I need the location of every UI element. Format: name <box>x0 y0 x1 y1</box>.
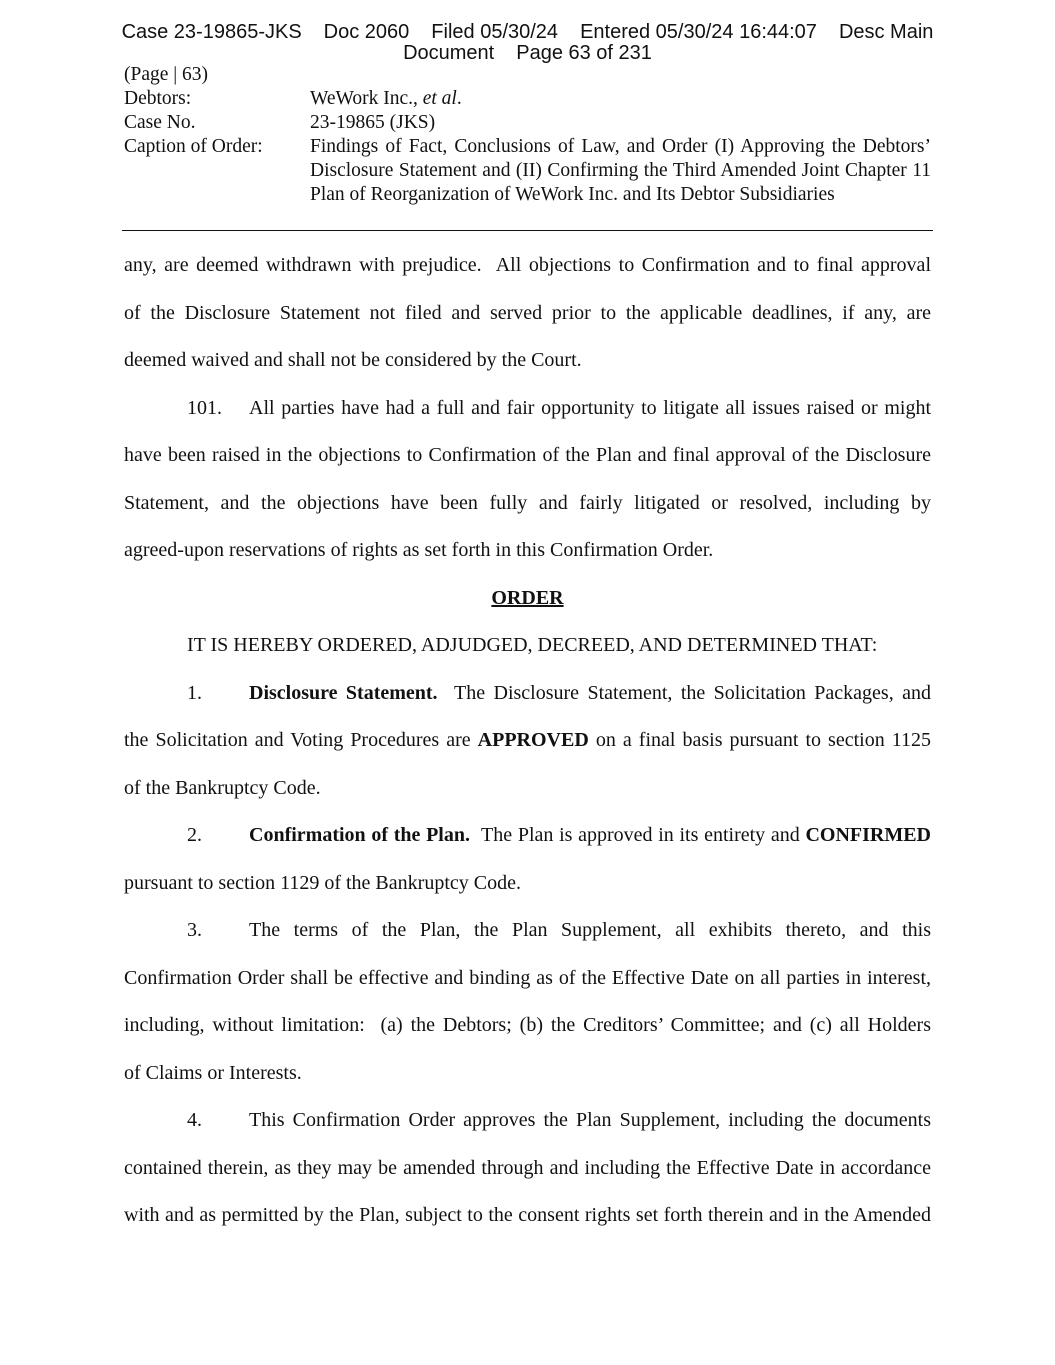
body-line <box>124 775 931 823</box>
text-run: The terms of the Plan, the Plan Supplement, all exhibits thereto, and this <box>249 919 931 941</box>
filing-stamp-line2 <box>0 43 1055 64</box>
text-run: any, are deemed withdrawn with prejudice. All objections to Confirmation and to final approval <box>124 254 931 276</box>
section-heading <box>124 585 931 633</box>
text-run: with and as permitted by the Plan, subject to the consent rights set forth therein and in the Amended <box>124 1204 931 1226</box>
page-count: Page 63 of 231 <box>516 42 652 64</box>
caption-block <box>124 63 931 207</box>
paragraph-number: 2. <box>187 824 202 846</box>
entered-date: Entered 05/30/24 16:44:07 <box>580 21 817 43</box>
caption-value <box>310 87 931 111</box>
body-line <box>124 1012 931 1060</box>
text-run: of the Bankruptcy Code. <box>124 776 321 799</box>
document-body <box>124 252 931 1250</box>
caption-page: (Page | 63) <box>124 64 209 85</box>
text-run: of the Disclosure Statement not filed and served prior to the applicable deadlines, if any, are <box>124 301 931 324</box>
filing-stamp-line1 <box>0 22 1055 43</box>
caption-value: 23-19865 (JKS) <box>310 112 436 133</box>
text-run: The Plan is approved in its entirety and <box>469 824 806 846</box>
body-line <box>124 822 931 870</box>
paragraph-number: 1. <box>187 681 202 704</box>
caption-value: Findings of Fact, Conclusions of Law, and Order (I) Approving the Debtors’ Disclosure Statement and (II) Confirming the Third Amended Joint Chapter 11 Plan of Reorganization of WeWork Inc. and Its Debtor Subsidiaries <box>310 136 931 205</box>
text-run: This Confirmation Order approves the Plan Supplement, including the documents <box>249 1109 931 1131</box>
text-run: pursuant to section 1129 of the Bankruptcy Code. <box>124 871 521 894</box>
doc-label: Document <box>403 42 495 64</box>
bold-text: APPROVED <box>477 729 589 751</box>
caption-divider <box>122 230 933 231</box>
text-run: the Solicitation and Voting Procedures are <box>124 729 478 751</box>
body-line <box>124 727 931 775</box>
body-line <box>124 965 931 1013</box>
text-run: Statement, and the objections have been fully and fairly litigated or resolved, including by <box>124 491 931 514</box>
text-run: including, without limitation: (a) the Debtors; (b) the Creditors’ Committee; and (c) all Holders <box>124 1014 931 1036</box>
body-line <box>124 632 931 680</box>
text-run: agreed-upon reservations of rights as set forth in this Confirmation Order. <box>124 539 714 561</box>
filed-date: Filed 05/30/24 <box>431 21 559 43</box>
text-run: on a final basis pursuant to section 1125 <box>588 729 931 751</box>
text-run: Confirmation Order shall be effective and binding as of the Effective Date on all parties in interest, <box>124 966 931 989</box>
caption-order <box>124 135 931 207</box>
paragraph-number: 101. <box>187 396 222 419</box>
text-run: deemed waived and shall not be considered by the Court. <box>124 349 582 371</box>
body-line <box>124 1202 931 1250</box>
body-line <box>124 490 931 538</box>
desc-main: Desc Main <box>838 21 934 43</box>
case-number: Case 23-19865-JKS <box>121 21 302 43</box>
body-line <box>124 1107 931 1155</box>
paragraph-number: 4. <box>187 1109 202 1131</box>
text-run: of Claims or Interests. <box>124 1061 302 1084</box>
body-line <box>124 537 931 585</box>
punct: . <box>456 88 462 109</box>
body-line <box>124 252 931 300</box>
body-line <box>124 680 931 728</box>
bold-text: Confirmation of the Plan. <box>249 824 470 846</box>
caption-case-no <box>124 111 931 135</box>
caption-label: Caption of Order: <box>124 136 263 157</box>
body-line <box>124 442 931 490</box>
et-al: et al <box>422 88 457 109</box>
body-line <box>124 395 931 443</box>
text-run: The Disclosure Statement, the Solicitation Packages, and <box>437 681 931 704</box>
body-line <box>124 917 931 965</box>
text-run: All parties have had a full and fair opportunity to litigate all issues raised or might <box>249 396 931 419</box>
debtors-name: WeWork Inc., <box>310 88 423 109</box>
body-line <box>124 870 931 918</box>
bold-text: CONFIRMED <box>805 824 931 846</box>
text-run: IT IS HEREBY ORDERED, ADJUDGED, DECREED, AND DETERMINED THAT: <box>187 634 878 656</box>
bold-text: Disclosure Statement. <box>249 681 438 704</box>
body-line <box>124 1155 931 1203</box>
body-line <box>124 300 931 348</box>
bold-text: ORDER <box>491 586 564 609</box>
paragraph-number: 3. <box>187 919 202 941</box>
text-run: contained therein, as they may be amended through and including the Effective Date in accordance <box>124 1156 931 1179</box>
caption-debtors <box>124 87 931 111</box>
body-line <box>124 347 931 395</box>
doc-number: Doc 2060 <box>323 21 410 43</box>
caption-label: Case No. <box>124 112 196 133</box>
text-run: have been raised in the objections to Confirmation of the Plan and final approval of the Disclosure <box>124 444 931 466</box>
body-line <box>124 1060 931 1108</box>
caption-label: Debtors: <box>124 88 192 109</box>
